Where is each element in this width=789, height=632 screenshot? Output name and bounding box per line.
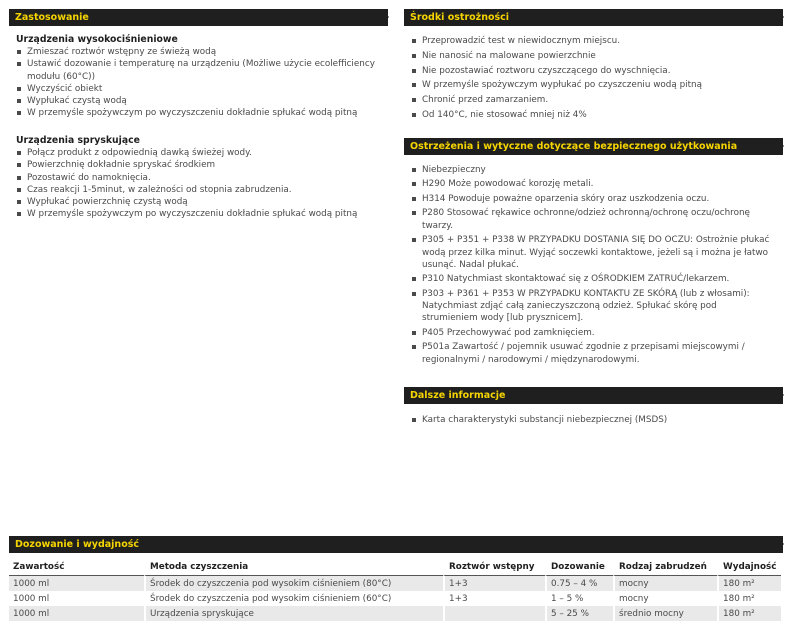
list-item: Czas reakcji 1-5minut, w zależności od stopnia zabrudzenia. xyxy=(16,184,386,196)
table-cell: 180 m² xyxy=(717,606,781,621)
list-item: H290 Może powodować korozję metali. xyxy=(411,178,771,190)
list-item: Zmieszać roztwór wstępny ze świeżą wodą xyxy=(16,46,376,58)
table-cell: Urządzenia spryskujące xyxy=(144,606,443,621)
list-item: Powierzchnię dokładnie spryskać środkiem xyxy=(16,159,386,171)
banner-arrow-icon xyxy=(776,9,784,25)
table-cell: 5 – 25 % xyxy=(545,606,613,621)
section-title: Zastosowanie xyxy=(15,12,89,23)
list-item: W przemyśle spożywczym po wyczyszczeniu dokładnie spłukać wodą pitną xyxy=(16,107,376,119)
list-item: Wyczyścić obiekt xyxy=(16,83,376,95)
subsection-title: Urządzenia spryskujące xyxy=(16,135,140,146)
list-item: Niebezpieczny xyxy=(411,164,771,176)
column-header: Roztwór wstępny xyxy=(443,559,545,576)
section-banner-more-info xyxy=(404,387,783,404)
sprayer-list xyxy=(16,147,386,221)
table-cell: Środek do czyszczenia pod wysokim ciśnieniem (60°C) xyxy=(144,591,443,606)
list-item: Ustawić dozowanie i temperaturę na urządzeniu (Możliwe użycie ecolefficiency modułu (60°C)) xyxy=(16,58,376,83)
list-item: P501a Zawartość / pojemnik usuwać zgodnie z przepisami miejscowymi / regionalnymi / narodowymi / międzynarodowymi. xyxy=(411,341,771,366)
table-header-row xyxy=(9,559,781,576)
table-row xyxy=(9,576,781,591)
banner-arrow-icon xyxy=(381,9,389,25)
banner-arrow-icon xyxy=(776,536,784,552)
section-title: Środki ostrożności xyxy=(410,12,510,23)
list-item: Nie nanosić na malowane powierzchnie xyxy=(411,50,776,62)
table-cell: 1000 ml xyxy=(9,606,144,621)
table-cell xyxy=(443,606,545,621)
table-cell: 180 m² xyxy=(717,576,781,591)
more-info-list xyxy=(411,414,771,426)
warnings-list xyxy=(411,164,771,368)
table-cell: 180 m² xyxy=(717,591,781,606)
section-title: Ostrzeżenia i wytyczne dotyczące bezpiecznego użytkowania xyxy=(410,141,738,152)
list-item: Wypłukać powierzchnię czystą wodą xyxy=(16,196,386,208)
list-item: Przeprowadzić test w niewidocznym miejscu. xyxy=(411,35,776,47)
table-cell: Środek do czyszczenia pod wysokim ciśnieniem (80°C) xyxy=(144,576,443,591)
msds-link[interactable]: Karta charakterystyki substancji niebezpiecznej (MSDS) xyxy=(411,414,771,426)
list-item: P303 + P361 + P353 W PRZYPADKU KONTAKTU ZE SKÓRĄ (lub z włosami): Natychmiast zdjąć całą zanieczyszczoną odzież. Spłukać skórę pod strumieniem wody [lub prysznicem]. xyxy=(411,288,771,325)
column-header: Dozowanie xyxy=(545,559,613,576)
section-banner-zastosowanie xyxy=(9,9,388,26)
high-pressure-list xyxy=(16,46,376,120)
list-item: Wypłukać czystą wodą xyxy=(16,95,376,107)
precautions-list xyxy=(411,35,776,124)
table-cell: 1+3 xyxy=(443,591,545,606)
section-title: Dozowanie i wydajność xyxy=(15,539,140,550)
list-item: W przemyśle spożywczym wypłukać po czyszczeniu wodą pitną xyxy=(411,79,776,91)
list-item: P305 + P351 + P338 W PRZYPADKU DOSTANIA SIĘ DO OCZU: Ostrożnie płukać wodą przez kilka minut. Wyjąć soczewki kontaktowe, jeżeli są i można je łatwo usunąć. Nadal płukać. xyxy=(411,234,771,271)
list-item: Pozostawić do namoknięcia. xyxy=(16,172,386,184)
table-cell: mocny xyxy=(613,576,717,591)
table-cell: 1000 ml xyxy=(9,576,144,591)
list-item: P280 Stosować rękawice ochronne/odzież ochronną/ochronę oczu/ochronę twarzy. xyxy=(411,207,771,232)
column-header: Rodzaj zabrudzeń xyxy=(613,559,717,576)
column-header: Metoda czyszczenia xyxy=(144,559,443,576)
subsection-title: Urządzenia wysokociśnieniowe xyxy=(16,34,178,45)
section-banner-precautions xyxy=(404,9,783,26)
table-cell: średnio mocny xyxy=(613,606,717,621)
table-cell: 0.75 – 4 % xyxy=(545,576,613,591)
column-header: Zawartość xyxy=(9,559,144,576)
table-cell: 1000 ml xyxy=(13,593,50,604)
section-title: Dalsze informacje xyxy=(410,390,506,401)
list-item: Od 140°C, nie stosować mniej niż 4% xyxy=(411,109,776,121)
list-item: Chronić przed zamarzaniem. xyxy=(411,94,776,106)
column-header: Wydajność xyxy=(717,559,781,576)
list-item: Nie pozostawiać roztworu czyszczącego do wyschnięcia. xyxy=(411,65,776,77)
table-row xyxy=(9,606,781,621)
banner-arrow-icon xyxy=(776,138,784,154)
section-banner-warnings xyxy=(404,138,783,155)
list-item: W przemyśle spożywczym po wyczyszczeniu dokładnie spłukać wodą pitną xyxy=(16,208,386,220)
section-banner-dosing xyxy=(9,536,783,553)
list-item: P405 Przechowywać pod zamknięciem. xyxy=(411,327,771,339)
table-cell: 1 – 5 % xyxy=(545,591,613,606)
list-item: Połącz produkt z odpowiednią dawką świeżej wody. xyxy=(16,147,386,159)
banner-arrow-icon xyxy=(776,387,784,403)
dosing-table xyxy=(9,559,781,621)
table-row xyxy=(9,591,781,606)
table-cell: mocny xyxy=(613,591,717,606)
list-item: H314 Powoduje poważne oparzenia skóry oraz uszkodzenia oczu. xyxy=(411,193,771,205)
table-cell: 1+3 xyxy=(443,576,545,591)
list-item: P310 Natychmiast skontaktować się z OŚRODKIEM ZATRUĆ/lekarzem. xyxy=(411,273,771,285)
